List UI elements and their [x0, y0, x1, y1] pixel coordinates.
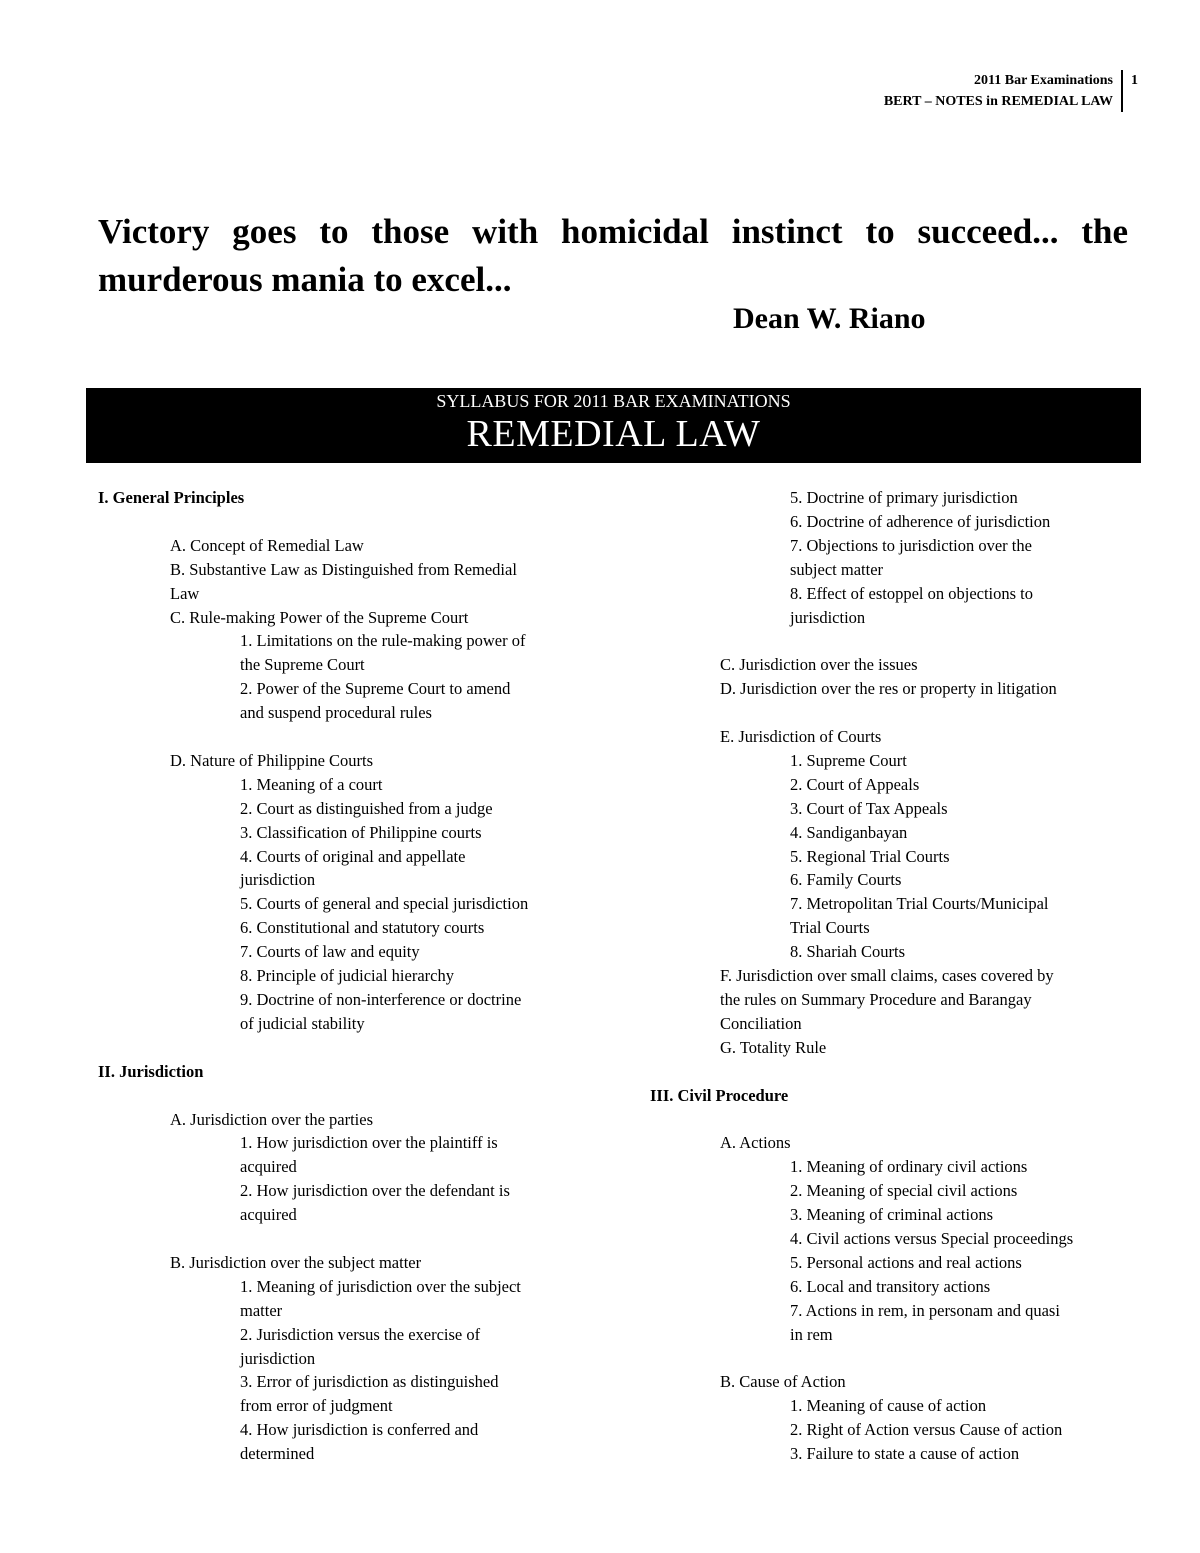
- outline-subitem: 7. Objections to jurisdiction over the: [790, 535, 1032, 555]
- outline-subitem: 1. Meaning of cause of action: [790, 1396, 987, 1416]
- quote-text: Victory goes to those with homicidal instinct to succeed... the murderous mania to excel...: [98, 212, 1128, 299]
- outline-subitem: 4. How jurisdiction is conferred and: [240, 1420, 479, 1440]
- outline-subitem: 6. Doctrine of adherence of jurisdiction: [790, 511, 1051, 531]
- outline-subitem: 1. Meaning of jurisdiction over the subject: [240, 1276, 521, 1296]
- left-column: [98, 486, 588, 1466]
- header-line-2: BERT – NOTES in REMEDIAL LAW: [883, 94, 1113, 109]
- outline-subitem: 2. Right of Action versus Cause of action: [790, 1420, 1063, 1440]
- outline-subitem: 4. Civil actions versus Special proceedings: [790, 1229, 1074, 1249]
- outline-subitem: 2. Meaning of special civil actions: [790, 1181, 1018, 1201]
- outline-subitem: 2. Court as distinguished from a judge: [240, 798, 493, 818]
- outline-subitem-continued: jurisdiction: [240, 1348, 316, 1368]
- page-number: 1: [1131, 73, 1138, 88]
- outline-item: G. Totality Rule: [720, 1037, 827, 1057]
- outline-item: D. Nature of Philippine Courts: [170, 750, 374, 770]
- spacer: [650, 1347, 1130, 1371]
- spacer: [650, 1060, 1130, 1084]
- outline-subitem-continued: matter: [240, 1300, 283, 1320]
- outline-subitem-continued: and suspend procedural rules: [240, 703, 432, 723]
- spacer: [650, 701, 1130, 725]
- banner-title: REMEDIAL LAW: [466, 413, 761, 455]
- outline-subitem-continued: acquired: [240, 1157, 297, 1177]
- outline-subitem: 7. Courts of law and equity: [240, 942, 420, 962]
- section-heading: I. General Principles: [98, 488, 245, 507]
- outline-item: A. Jurisdiction over the parties: [170, 1109, 373, 1129]
- outline-subitem: 4. Courts of original and appellate: [240, 846, 466, 866]
- outline-subitem: 5. Regional Trial Courts: [790, 846, 950, 866]
- outline-subitem: 7. Actions in rem, in personam and quasi: [790, 1300, 1060, 1320]
- outline-subitem-continued: of judicial stability: [240, 1013, 365, 1033]
- outline-subitem: 3. Failure to state a cause of action: [790, 1444, 1020, 1464]
- header-line-1: 2011 Bar Examinations: [974, 73, 1113, 88]
- outline-subitem-continued: determined: [240, 1444, 315, 1464]
- outline-subitem: 4. Sandiganbayan: [790, 822, 908, 842]
- outline-item: B. Cause of Action: [720, 1372, 846, 1392]
- header-text: [884, 70, 1121, 112]
- spacer: [650, 629, 1130, 653]
- outline-item: C. Jurisdiction over the issues: [720, 655, 918, 675]
- spacer: [98, 510, 588, 534]
- spacer: [98, 1227, 588, 1251]
- outline-subitem: 9. Doctrine of non-interference or doctrine: [240, 990, 522, 1009]
- outline-item-continued: Conciliation: [720, 1013, 802, 1033]
- outline-subitem: 5. Courts of general and special jurisdiction: [240, 894, 529, 914]
- outline-subitem: 1. Meaning of ordinary civil actions: [790, 1157, 1028, 1177]
- outline-subitem-continued: in rem: [790, 1324, 833, 1344]
- section-heading: III. Civil Procedure: [650, 1085, 789, 1105]
- outline-subitem: 1. Meaning of a court: [240, 774, 383, 794]
- right-column: [650, 486, 1130, 1466]
- outline-item: E. Jurisdiction of Courts: [720, 727, 882, 747]
- page-header: [884, 70, 1138, 112]
- outline-subitem: 2. Court of Appeals: [790, 774, 920, 794]
- outline-subitem-continued: jurisdiction: [790, 607, 866, 627]
- outline-item: B. Substantive Law as Distinguished from Remedial: [170, 559, 517, 579]
- outline-subitem: 8. Principle of judicial hierarchy: [240, 966, 454, 986]
- outline-subitem: 6. Constitutional and statutory courts: [240, 918, 485, 938]
- outline-item: A. Concept of Remedial Law: [170, 535, 364, 555]
- outline-item-continued: Law: [170, 583, 200, 603]
- outline-subitem: 1. How jurisdiction over the plaintiff is: [240, 1133, 498, 1153]
- outline-subitem-continued: from error of judgment: [240, 1396, 393, 1416]
- outline-subitem-continued: subject matter: [790, 559, 884, 579]
- spacer: [98, 725, 588, 749]
- spacer: [650, 1108, 1130, 1132]
- outline-item: F. Jurisdiction over small claims, cases covered by: [720, 966, 1054, 986]
- spacer: [98, 1084, 588, 1108]
- outline-subitem: 3. Meaning of criminal actions: [790, 1205, 993, 1225]
- outline-subitem: 3. Classification of Philippine courts: [240, 822, 482, 842]
- spacer: [98, 1036, 588, 1060]
- outline-subitem: 3. Court of Tax Appeals: [790, 798, 948, 818]
- outline-subitem-continued: acquired: [240, 1205, 297, 1225]
- outline-subitem: 5. Personal actions and real actions: [790, 1252, 1022, 1272]
- outline-subitem: 2. Power of the Supreme Court to amend: [240, 679, 511, 699]
- outline-subitem: 8. Effect of estoppel on objections to: [790, 583, 1034, 603]
- outline-item: C. Rule-making Power of the Supreme Court: [170, 607, 469, 627]
- banner-subtitle: SYLLABUS FOR 2011 BAR EXAMINATIONS: [436, 391, 791, 411]
- outline-item: B. Jurisdiction over the subject matter: [170, 1252, 422, 1272]
- outline-subitem-continued: jurisdiction: [240, 870, 316, 890]
- outline-subitem: 8. Shariah Courts: [790, 942, 906, 962]
- outline-subitem: 3. Error of jurisdiction as distinguished: [240, 1372, 499, 1392]
- section-heading: II. Jurisdiction: [98, 1061, 204, 1081]
- outline-subitem-continued: Trial Courts: [790, 918, 870, 938]
- outline-item: D. Jurisdiction over the res or property in litigation: [720, 679, 1057, 699]
- syllabus-banner: [86, 388, 1141, 463]
- outline-subitem: 2. How jurisdiction over the defendant is: [240, 1181, 510, 1201]
- outline-subitem: 6. Local and transitory actions: [790, 1276, 991, 1296]
- outline-item-continued: the rules on Summary Procedure and Barangay: [720, 990, 1032, 1009]
- outline-subitem: 6. Family Courts: [790, 870, 902, 890]
- outline-item: A. Actions: [720, 1133, 791, 1153]
- outline-subitem-continued: the Supreme Court: [240, 655, 365, 675]
- outline-subitem: 7. Metropolitan Trial Courts/Municipal: [790, 894, 1049, 914]
- outline-subitem: 1. Limitations on the rule-making power of: [240, 631, 526, 651]
- outline-subitem: 2. Jurisdiction versus the exercise of: [240, 1324, 481, 1344]
- outline-subitem: 5. Doctrine of primary jurisdiction: [790, 488, 1018, 507]
- quote-author: Dean W. Riano: [733, 302, 926, 335]
- outline-subitem: 1. Supreme Court: [790, 750, 907, 770]
